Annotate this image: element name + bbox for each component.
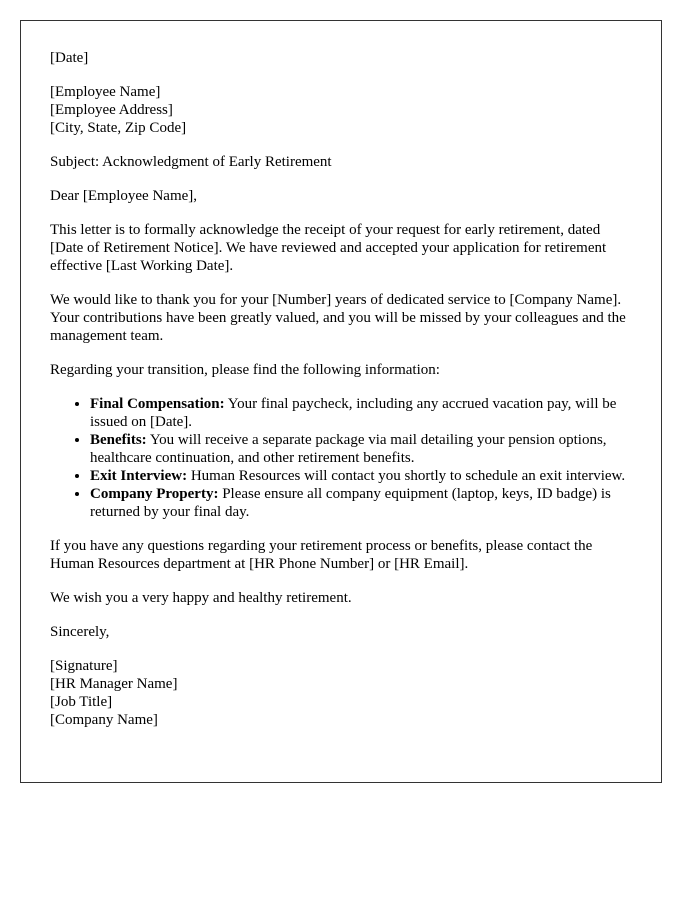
signer-name: [HR Manager Name] bbox=[50, 676, 178, 692]
recipient-name: [Employee Name] bbox=[50, 84, 161, 100]
signature-placeholder: [Signature] bbox=[50, 658, 118, 674]
letter-closing: Sincerely, bbox=[50, 624, 110, 640]
list-item-text: Please ensure all company equipment (laptop, keys, ID badge) is returned by your final day. bbox=[90, 486, 611, 520]
list-item-title: Final Compensation: bbox=[90, 396, 225, 412]
paragraph-wishes: We wish you a very happy and healthy retirement. bbox=[50, 590, 352, 606]
letter-date: [Date] bbox=[50, 50, 89, 66]
letter-salutation: Dear [Employee Name], bbox=[50, 188, 198, 204]
list-item-title: Company Property: bbox=[90, 486, 219, 502]
list-item-title: Exit Interview: bbox=[90, 468, 188, 484]
list-item bbox=[90, 467, 632, 485]
list-item-text: Your final paycheck, including any accrued vacation pay, will be issued on [Date]. bbox=[90, 396, 617, 430]
transition-info-list bbox=[50, 395, 632, 521]
paragraph-contact: If you have any questions regarding your retirement process or benefits, please contact the Human Resources department at [HR Phone Number] or [HR Email]. bbox=[50, 538, 593, 572]
list-item-title: Benefits: bbox=[90, 432, 147, 448]
paragraph-thanks: We would like to thank you for your [Number] years of dedicated service to [Company Name]. Your contributions have been greatly valued, and you will be missed by your colleagues and the management team. bbox=[50, 292, 626, 344]
list-item-text: You will receive a separate package via mail detailing your pension options, healthcare continuation, and other retirement benefits. bbox=[90, 432, 607, 466]
recipient-block bbox=[50, 83, 632, 137]
recipient-address: [Employee Address] bbox=[50, 102, 173, 118]
list-item-text: Human Resources will contact you shortly to schedule an exit interview. bbox=[187, 468, 626, 484]
list-item bbox=[90, 485, 632, 521]
paragraph-transition: Regarding your transition, please find the following information: bbox=[50, 362, 440, 378]
paragraph-acknowledgment: This letter is to formally acknowledge the receipt of your request for early retirement, dated [Date of Retirement Notice]. We have reviewed and accepted your application for retirement effective [Last Working Date]. bbox=[50, 222, 607, 274]
list-item bbox=[90, 395, 632, 431]
signer-title: [Job Title] bbox=[50, 694, 113, 710]
recipient-city-state-zip: [City, State, Zip Code] bbox=[50, 120, 187, 136]
letter-page bbox=[20, 20, 662, 783]
list-item bbox=[90, 431, 632, 467]
signer-company: [Company Name] bbox=[50, 712, 158, 728]
signature-block bbox=[50, 657, 632, 729]
letter-subject: Subject: Acknowledgment of Early Retirement bbox=[50, 154, 332, 170]
